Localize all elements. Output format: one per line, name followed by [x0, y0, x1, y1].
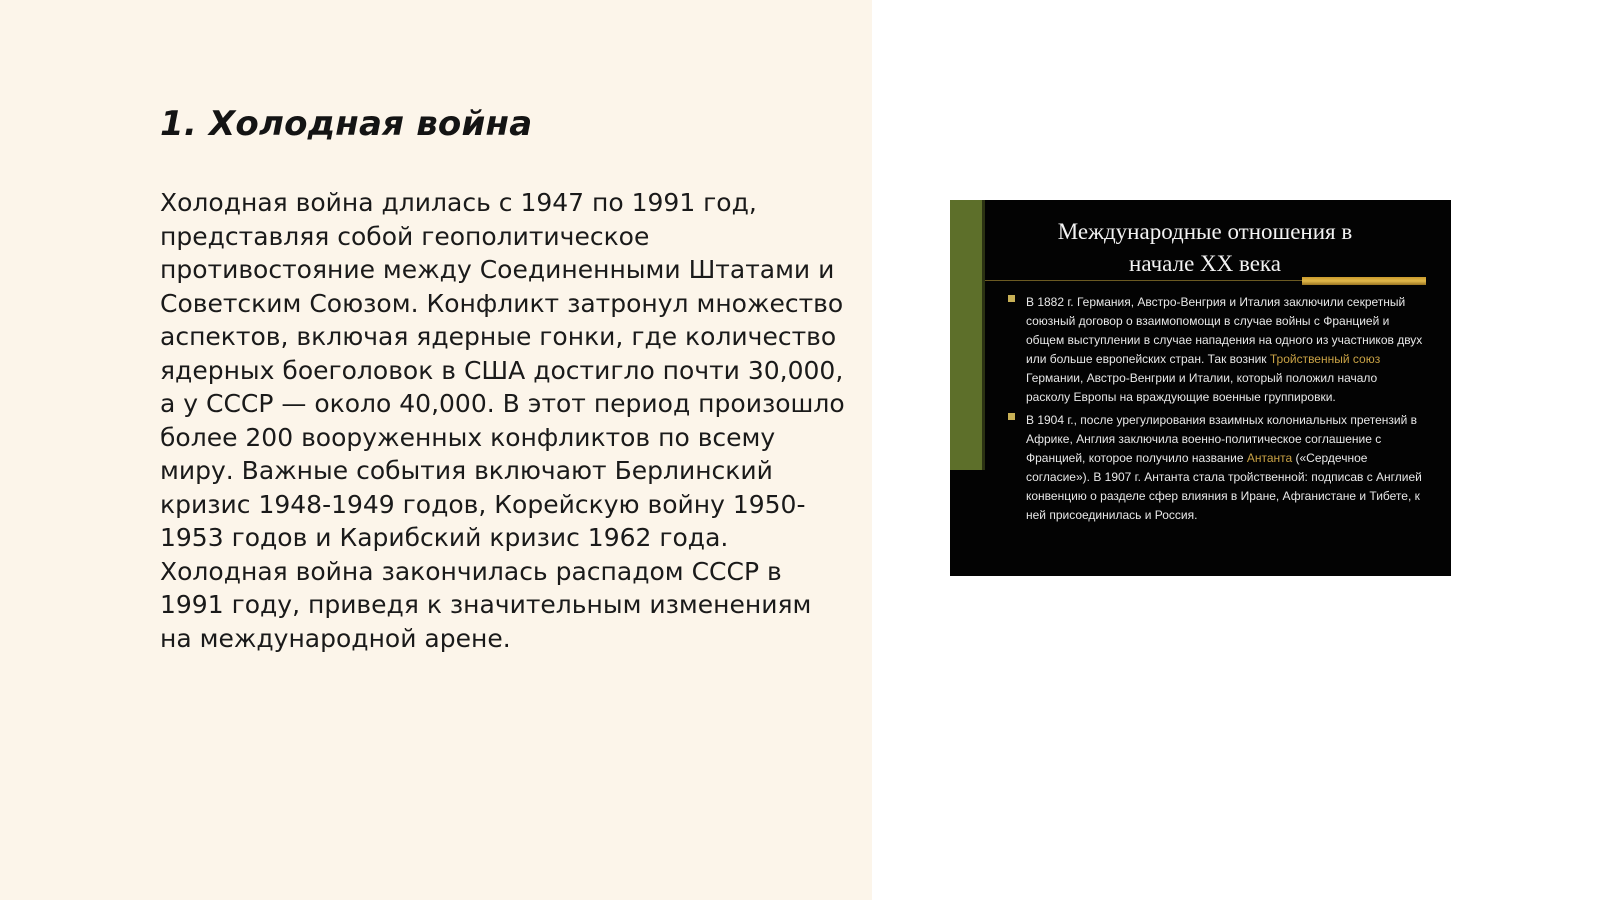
- slide-rule-accent: [1302, 277, 1426, 285]
- slide-bullet-list: [1004, 291, 1424, 527]
- bullet-highlight: Тройственный союз: [1269, 352, 1381, 366]
- slide-title-line-1: Международные отношения в: [1057, 219, 1353, 244]
- bullet-highlight: Антанта: [1246, 451, 1293, 465]
- square-bullet-icon: [1008, 413, 1015, 420]
- slide-bullet-item: [1004, 291, 1424, 405]
- square-bullet-icon: [1008, 295, 1015, 302]
- bullet-text-start: В 1904 г., после урегулирования взаимных колониальных претензий в Африке, Англия заключила военно-политическое соглашение с Францией, которое получило название: [1026, 413, 1418, 465]
- slide-sidebar-stripe: [950, 200, 982, 470]
- slide-bullet-item: [1004, 409, 1424, 523]
- slide-image: [950, 200, 1451, 576]
- slide-bullet-text: [1026, 295, 1422, 404]
- section-heading: 1. Холодная война: [160, 104, 533, 144]
- bullet-text-end: («Сердечное согласие»). В 1907 г. Антанта стала тройственной: подписав с Англией конвенцию о разделе сфер влияния в Иране, Афганистане и Тибете, к ней присоединилась и Россия.: [1026, 451, 1422, 522]
- slide-bullet-text: [1026, 413, 1422, 522]
- body-paragraph: Холодная война длилась с 1947 по 1991 год, представляя собой геополитическое противостояние между Соединенными Штатами и Советским Союзом. Конфликт затронул множество аспектов, включая ядерные гонки, где количество ядерных боеголовок в США достигло почти 30,000, а у СССР — около 40,000. В этот период произошло более 200 вооруженных конфликтов по всему миру. Важные события включают Берлинский кризис 1948-1949 годов, Корейскую войну 1950-1953 годов и Карибский кризис 1962 года. Холодная война закончилась распадом СССР в 1991 году, приведя к значительным изменениям на международной арене.: [160, 188, 845, 653]
- bullet-text-start: В 1882 г. Германия, Австро-Венгрия и Италия заключили секретный союзный договор о взаимопомощи в случае войны с Францией и общем выступлении в случае нападения на одного из участников двух или больше европейских стран. Так возник: [1026, 295, 1423, 366]
- slide-title-line-2: начале XX века: [1129, 251, 1281, 276]
- bullet-text-end: Германии, Австро-Венгрии и Италии, который положил начало расколу Европы на враждующие военные группировки.: [1026, 371, 1378, 404]
- slide-sidebar-edge: [982, 200, 985, 470]
- slide-title: [990, 216, 1420, 280]
